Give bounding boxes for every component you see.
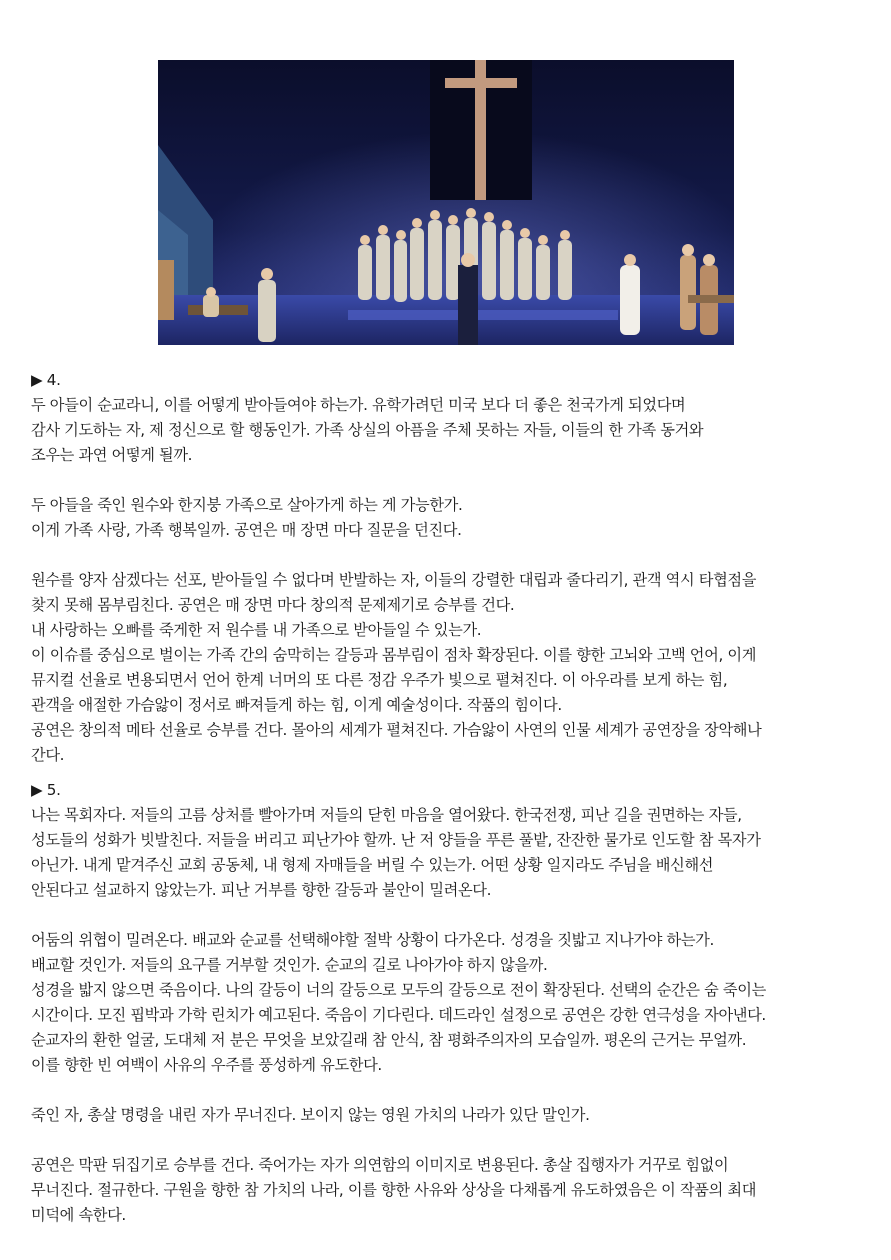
text-line: 이게 가족 사랑, 가족 행복일까. 공연은 매 장면 마다 질문을 던진다.	[31, 521, 462, 539]
text-line: 조우는 과연 어떻게 될까.	[31, 446, 193, 464]
text-line: 공연은 막판 뒤집기로 승부를 건다. 죽어가는 자가 의연함의 이미지로 변용된다. 총살 집행자가 거꾸로 힘없이	[31, 1156, 729, 1174]
section-heading: ▶ 4.	[31, 371, 61, 389]
text-line: 관객을 애절한 가슴앓이 정서로 빠져들게 하는 힘, 이게 예술성이다. 작품의 힘이다.	[31, 696, 562, 714]
text-line: 찾지 못해 몸부림친다. 공연은 매 장면 마다 창의적 문제제기로 승부를 건다.	[31, 596, 515, 614]
text-line: 안된다고 설교하지 않았는가. 피난 거부를 향한 갈등과 불안이 밀려온다.	[31, 881, 492, 899]
text-line: 나는 목회자다. 저들의 고름 상처를 빨아가며 저들의 닫힌 마음을 열어왔다. 한국전쟁, 피난 길을 권면하는 자들,	[31, 806, 742, 824]
text-line: 성도들의 성화가 빗발친다. 저들을 버리고 피난가야 할까. 난 저 양들을 푸른 풀밭, 잔잔한 물가로 인도할 참 목자가	[31, 831, 761, 849]
article-body	[31, 368, 871, 1228]
text-line: 아닌가. 내게 맡겨주신 교회 공동체, 내 형제 자매들을 버릴 수 있는가. 어떤 상황 일지라도 주님을 배신해선	[31, 856, 714, 874]
text-line: 간다.	[31, 746, 65, 764]
text-line: 시간이다. 모진 핍박과 가학 린치가 예고된다. 죽음이 기다린다. 데드라인 설정으로 공연은 강한 연극성을 자아낸다.	[31, 1006, 766, 1024]
text-line: 이 이슈를 중심으로 벌이는 가족 간의 숨막히는 갈등과 몸부림이 점차 확장된다. 이를 향한 고뇌와 고백 언어, 이게	[31, 646, 757, 664]
text-line: 배교할 것인가. 저들의 요구를 거부할 것인가. 순교의 길로 나아가야 하지 않을까.	[31, 956, 548, 974]
text-line: 미덕에 속한다.	[31, 1206, 126, 1224]
text-line: 감사 기도하는 자, 제 정신으로 할 행동인가. 가족 상실의 아픔을 주체 못하는 자들, 이들의 한 가족 동거와	[31, 421, 704, 439]
text-line: 원수를 양자 삼겠다는 선포, 받아들일 수 없다며 반발하는 자, 이들의 강렬한 대립과 줄다리기, 관객 역시 타협점을	[31, 571, 757, 589]
text-line: 내 사랑하는 오빠를 죽게한 저 원수를 내 가족으로 받아들일 수 있는가.	[31, 621, 482, 639]
text-line: 죽인 자, 총살 명령을 내린 자가 무너진다. 보이지 않는 영원 가치의 나라가 있단 말인가.	[31, 1106, 590, 1124]
text-line: 무너진다. 절규한다. 구원을 향한 참 가치의 나라, 이를 향한 사유와 상상을 다채롭게 유도하였음은 이 작품의 최대	[31, 1181, 757, 1199]
stage-photo	[158, 60, 734, 345]
text-line: 순교자의 환한 얼굴, 도대체 저 분은 무엇을 보았길래 참 안식, 참 평화주의자의 모습일까. 평온의 근거는 무얼까.	[31, 1031, 747, 1049]
text-line: 공연은 창의적 메타 선율로 승부를 건다. 몰아의 세계가 펼쳐진다. 가슴앓이 사연의 인물 세계가 공연장을 장악해나	[31, 721, 762, 739]
text-line: 두 아들을 죽인 원수와 한지붕 가족으로 살아가게 하는 게 가능한가.	[31, 496, 463, 514]
text-line: 성경을 밟지 않으면 죽음이다. 나의 갈등이 너의 갈등으로 모두의 갈등으로 전이 확장된다. 선택의 순간은 숨 죽이는	[31, 981, 766, 999]
stage-scene-illustration	[158, 60, 734, 345]
text-line: 이를 향한 빈 여백이 사유의 우주를 풍성하게 유도한다.	[31, 1056, 382, 1074]
text-line: 뮤지컬 선율로 변용되면서 언어 한계 너머의 또 다른 정감 우주가 빛으로 펼쳐진다. 이 아우라를 보게 하는 힘,	[31, 671, 728, 689]
text-line: 두 아들이 순교라니, 이를 어떻게 받아들여야 하는가. 유학가려던 미국 보다 더 좋은 천국가게 되었다며	[31, 396, 686, 414]
text-line: 어둠의 위협이 밀려온다. 배교와 순교를 선택해야할 절박 상황이 다가온다. 성경을 짓밟고 지나가야 하는가.	[31, 931, 714, 949]
section-heading: ▶ 5.	[31, 781, 61, 799]
